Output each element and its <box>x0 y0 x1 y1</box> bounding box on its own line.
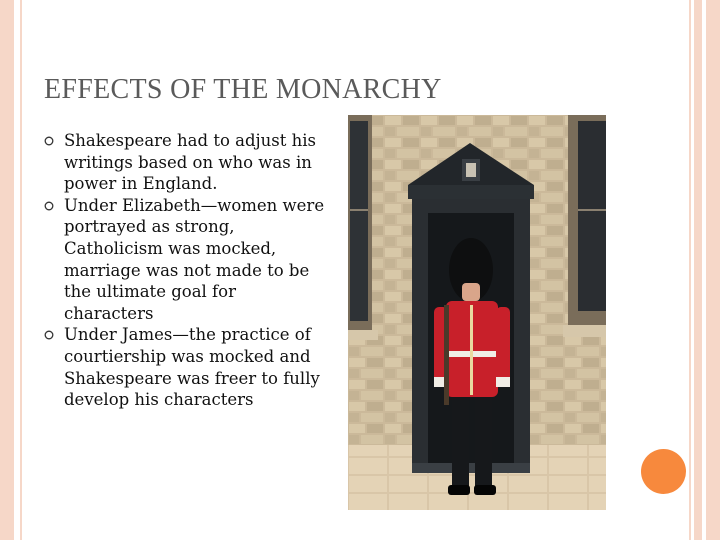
bullet-text: Under James—the practice of courtiership was mocked and Shakespeare was freer to fully develop his characters <box>64 325 320 410</box>
bullet-item <box>44 130 329 195</box>
bullet-text: Shakespeare had to adjust his writings based on who was in power in England. <box>64 131 316 194</box>
slide-title: EFFECTS OF THE MONARCHY <box>44 74 442 105</box>
guard-photo-illustration <box>348 115 606 510</box>
open-circle-bullet-icon <box>44 201 54 211</box>
right-border-gap <box>702 0 706 540</box>
accent-circle <box>641 449 686 494</box>
bullet-text: Under Elizabeth—women were portrayed as strong, Catholicism was mocked, marriage was not made to be the ultimate goal for characters <box>64 195 325 323</box>
open-circle-bullet-icon <box>44 330 54 340</box>
guard-sentry-box-photo <box>348 115 606 510</box>
right-border-line <box>689 0 691 540</box>
bullet-item <box>44 324 329 410</box>
open-circle-bullet-icon <box>44 136 54 146</box>
left-border-band <box>0 0 14 540</box>
right-border-band <box>694 0 720 540</box>
bullet-list <box>44 130 329 411</box>
bullet-item <box>44 195 329 325</box>
left-border-line <box>20 0 22 540</box>
